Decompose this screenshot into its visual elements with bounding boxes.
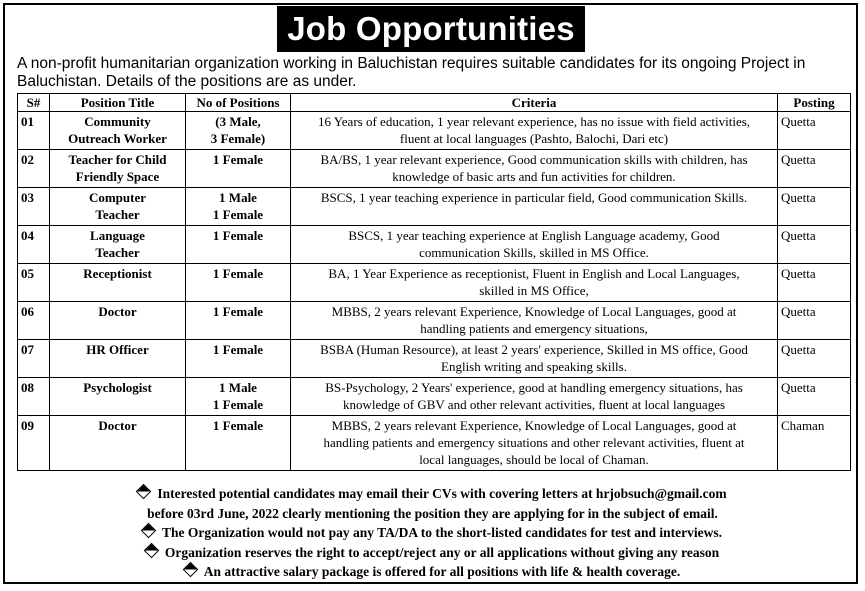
position-title-cell bbox=[50, 264, 186, 302]
note-tada bbox=[0, 523, 865, 543]
table-row bbox=[18, 302, 851, 340]
criteria-cell bbox=[291, 378, 778, 416]
position-count-cell bbox=[186, 188, 291, 226]
position-title-cell bbox=[50, 112, 186, 150]
header-sno: S# bbox=[18, 94, 50, 112]
table-row bbox=[18, 416, 851, 471]
diamond-bullet-icon bbox=[183, 562, 199, 578]
table-header-row bbox=[18, 94, 851, 112]
header-count: No of Positions bbox=[186, 94, 291, 112]
criteria-cell bbox=[291, 226, 778, 264]
position-count-line: 1 Female bbox=[212, 152, 264, 167]
criteria-line: BS-Psychology, 2 Years' experience, good at handling emergency situations, has bbox=[325, 380, 743, 395]
posting-cell: Quetta bbox=[778, 188, 851, 226]
position-title-cell bbox=[50, 416, 186, 471]
note-email-line-2: before 03rd June, 2022 clearly mentioning the position they are applying for in the subject of email. bbox=[147, 505, 718, 521]
position-count-line: 1 Male bbox=[219, 380, 257, 395]
note-rights bbox=[0, 543, 865, 563]
criteria-line: English writing and speaking skills. bbox=[441, 359, 627, 374]
criteria-line: BSCS, 1 year teaching experience in particular field, Good communication Skills. bbox=[320, 190, 748, 205]
position-title-line: HR Officer bbox=[86, 342, 149, 357]
note-tada-text: The Organization would not pay any TA/DA to the short-listed candidates for test and interviews. bbox=[162, 525, 722, 540]
position-count-line: 1 Female bbox=[212, 342, 264, 357]
table-row bbox=[18, 226, 851, 264]
position-count-line: 1 Female bbox=[212, 207, 264, 222]
position-count-cell bbox=[186, 264, 291, 302]
table-row bbox=[18, 340, 851, 378]
position-title-line: Doctor bbox=[98, 304, 137, 319]
position-title-line: Teacher bbox=[95, 207, 140, 222]
criteria-line: knowledge of GBV and other relevant activities, fluent at local languages bbox=[342, 397, 726, 412]
table-row bbox=[18, 150, 851, 188]
position-title-line: Computer bbox=[88, 190, 147, 205]
criteria-line: BA, 1 Year Experience as receptionist, Fluent in English and Local Languages, bbox=[328, 266, 740, 281]
position-title-line: Teacher bbox=[95, 245, 140, 260]
position-title-cell bbox=[50, 340, 186, 378]
header-criteria: Criteria bbox=[291, 94, 778, 112]
criteria-line: local languages, should be local of Chaman. bbox=[419, 452, 649, 467]
page-title: Job Opportunities bbox=[277, 6, 585, 52]
position-title-cell bbox=[50, 188, 186, 226]
criteria-line: skilled in MS Office, bbox=[479, 283, 589, 298]
criteria-cell bbox=[291, 264, 778, 302]
table-row bbox=[18, 264, 851, 302]
notes-section bbox=[0, 484, 865, 582]
position-title-cell bbox=[50, 378, 186, 416]
position-title-line: Teacher for Child bbox=[68, 152, 167, 167]
serial-number-cell: 09 bbox=[18, 416, 50, 471]
intro-line-1: A non-profit humanitarian organization working in Baluchistan requires suitable candidates for its ongoing Project in bbox=[17, 55, 806, 72]
criteria-cell bbox=[291, 340, 778, 378]
criteria-line: BSBA (Human Resource), at least 2 years' experience, Skilled in MS office, Good bbox=[320, 342, 748, 357]
criteria-line: MBBS, 2 years relevant Experience, Knowledge of Local Languages, good at bbox=[331, 418, 737, 433]
position-title-cell bbox=[50, 302, 186, 340]
positions-table bbox=[17, 93, 851, 471]
diamond-bullet-icon bbox=[141, 523, 157, 539]
position-count-line: 3 Female) bbox=[210, 131, 266, 146]
criteria-cell bbox=[291, 188, 778, 226]
position-count-line: 1 Female bbox=[212, 228, 264, 243]
serial-number-cell: 08 bbox=[18, 378, 50, 416]
serial-number-cell: 06 bbox=[18, 302, 50, 340]
serial-number-cell: 02 bbox=[18, 150, 50, 188]
position-title-line: Receptionist bbox=[83, 266, 152, 281]
posting-cell: Quetta bbox=[778, 340, 851, 378]
posting-cell: Quetta bbox=[778, 112, 851, 150]
criteria-cell bbox=[291, 150, 778, 188]
position-count-cell bbox=[186, 150, 291, 188]
position-count-line: 1 Female bbox=[212, 266, 264, 281]
criteria-line: BSCS, 1 year teaching experience at English Language academy, Good bbox=[348, 228, 720, 243]
intro-text bbox=[17, 55, 857, 91]
position-count-cell bbox=[186, 416, 291, 471]
note-email bbox=[0, 484, 865, 504]
header-posting: Posting bbox=[778, 94, 851, 112]
posting-cell: Quetta bbox=[778, 302, 851, 340]
position-title-line: Community bbox=[84, 114, 151, 129]
position-count-line: 1 Female bbox=[212, 397, 264, 412]
criteria-line: fluent at local languages (Pashto, Balochi, Dari etc) bbox=[399, 131, 669, 146]
position-count-cell bbox=[186, 112, 291, 150]
criteria-cell bbox=[291, 112, 778, 150]
criteria-cell bbox=[291, 302, 778, 340]
position-title-cell bbox=[50, 150, 186, 188]
note-salary-text: An attractive salary package is offered for all positions with life & health coverage. bbox=[203, 564, 681, 579]
diamond-bullet-icon bbox=[136, 484, 152, 500]
serial-number-cell: 07 bbox=[18, 340, 50, 378]
criteria-line: handling patients and emergency situations and other relevant activities, fluent at bbox=[323, 435, 745, 450]
position-title-line: Doctor bbox=[98, 418, 137, 433]
posting-cell: Quetta bbox=[778, 378, 851, 416]
position-title-cell bbox=[50, 226, 186, 264]
position-title-line: Language bbox=[90, 228, 145, 243]
criteria-line: 16 Years of education, 1 year relevant experience, has no issue with field activities, bbox=[317, 114, 751, 129]
criteria-line: MBBS, 2 years relevant Experience, Knowledge of Local Languages, good at bbox=[331, 304, 737, 319]
table-row bbox=[18, 112, 851, 150]
posting-cell: Quetta bbox=[778, 150, 851, 188]
serial-number-cell: 03 bbox=[18, 188, 50, 226]
position-count-line: 1 Female bbox=[212, 304, 264, 319]
position-count-line: 1 Male bbox=[219, 190, 257, 205]
serial-number-cell: 01 bbox=[18, 112, 50, 150]
posting-cell: Quetta bbox=[778, 264, 851, 302]
position-count-cell bbox=[186, 226, 291, 264]
criteria-line: communication Skills, skilled in MS Office. bbox=[419, 245, 649, 260]
criteria-cell bbox=[291, 416, 778, 471]
table-row bbox=[18, 188, 851, 226]
diamond-bullet-icon bbox=[144, 542, 160, 558]
serial-number-cell: 04 bbox=[18, 226, 50, 264]
position-title-line: Psychologist bbox=[83, 380, 152, 395]
header-position: Position Title bbox=[50, 94, 186, 112]
position-count-line: (3 Male, bbox=[215, 114, 261, 129]
note-rights-text: Organization reserves the right to accept/reject any or all applications without giving any reason bbox=[164, 544, 720, 560]
table-row bbox=[18, 378, 851, 416]
position-title-line: Friendly Space bbox=[75, 169, 160, 184]
note-salary bbox=[0, 562, 865, 582]
position-count-cell bbox=[186, 340, 291, 378]
note-email-line-1: Interested potential candidates may email their CVs with covering letters at hrjobsuch@gmail.com bbox=[157, 486, 727, 501]
position-count-line: 1 Female bbox=[212, 418, 264, 433]
position-title-line: Outreach Worker bbox=[68, 131, 167, 146]
criteria-line: knowledge of basic arts and fun activities for children. bbox=[392, 169, 676, 184]
posting-cell: Quetta bbox=[778, 226, 851, 264]
position-count-cell bbox=[186, 302, 291, 340]
serial-number-cell: 05 bbox=[18, 264, 50, 302]
posting-cell: Chaman bbox=[778, 416, 851, 471]
position-count-cell bbox=[186, 378, 291, 416]
intro-line-2: Baluchistan. Details of the positions are as under. bbox=[17, 73, 357, 90]
criteria-line: BA/BS, 1 year relevant experience, Good communication skills with children, has bbox=[320, 152, 748, 167]
note-deadline bbox=[0, 504, 865, 524]
criteria-line: handling patients and emergency situations, bbox=[420, 321, 648, 336]
